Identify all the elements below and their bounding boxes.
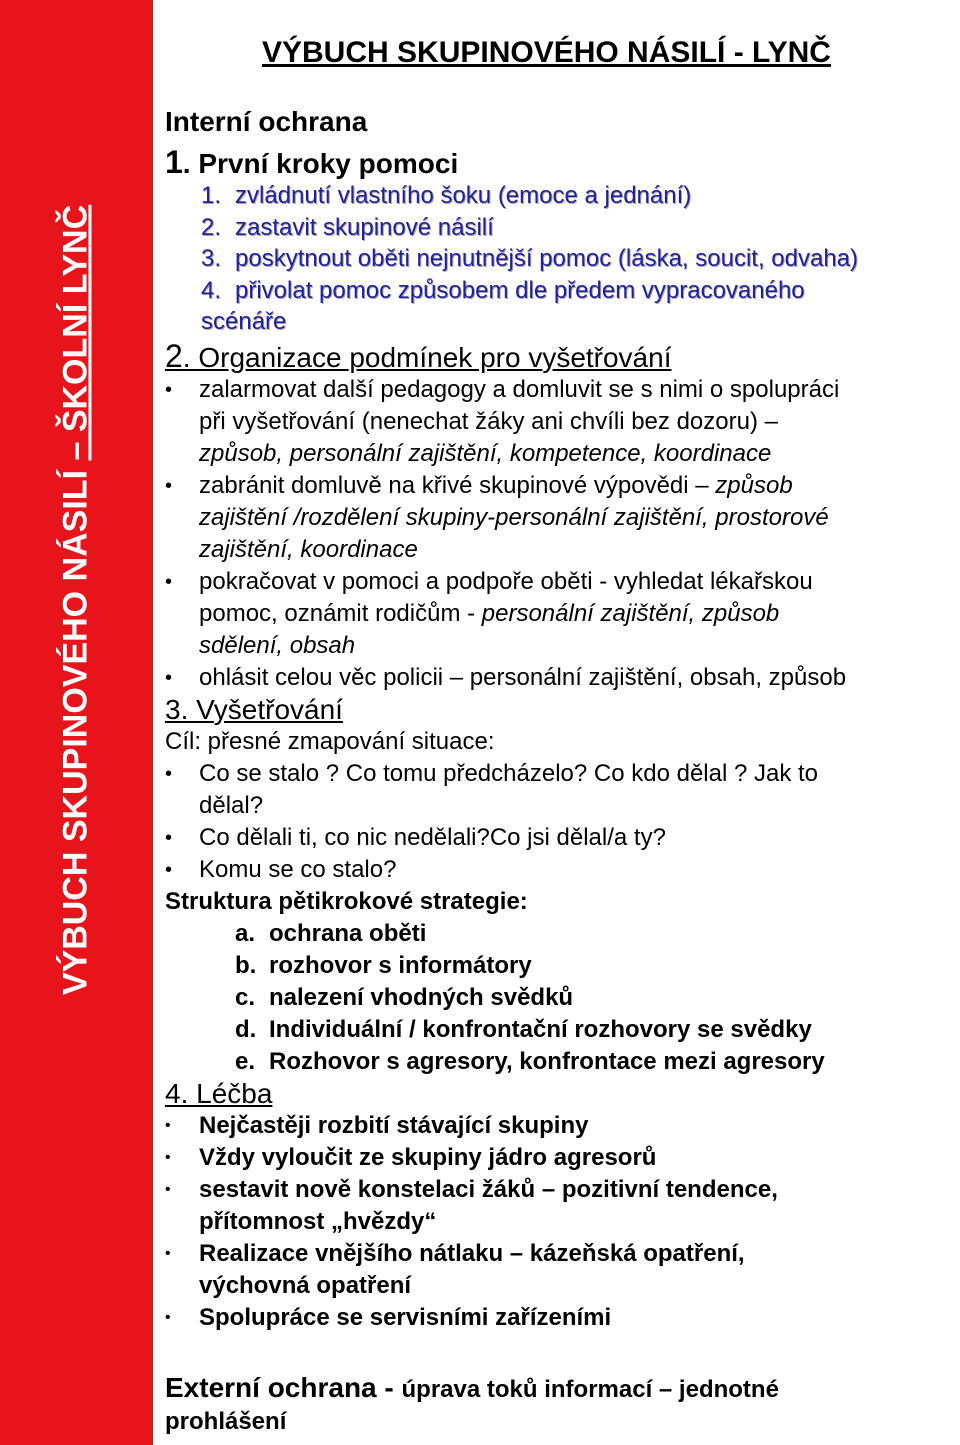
item-text: zajištění /rozdělení skupiny-personální zajištění, prostorové (199, 503, 829, 531)
list-item (165, 854, 945, 886)
bullet-icon: • (165, 1244, 171, 1262)
item-text: dělal? (199, 791, 264, 819)
item-text-italic: způsob (715, 471, 793, 499)
strategy-step (165, 918, 945, 950)
step-text: Rozhovor s agresory, konfrontace mezi agresory (269, 1047, 825, 1075)
step-text: Individuální / konfrontační rozhovory se svědky (269, 1015, 812, 1043)
item-text: pomoc, oznámit rodičům - (199, 599, 482, 627)
bullet-icon: • (165, 570, 173, 593)
list-item (165, 822, 945, 854)
list-item (165, 470, 945, 502)
item-text: zalarmovat další pedagogy a domluvit se s nimi o spolupráci (199, 375, 840, 403)
s1-item (165, 212, 945, 244)
step-label: e. (235, 1047, 256, 1075)
list-item (165, 374, 945, 406)
step-text: ochrana oběti (269, 919, 427, 947)
s1-item-num: 2. (201, 213, 222, 241)
step-label: b. (235, 951, 257, 979)
list-item (165, 662, 945, 694)
bullet-icon: • (165, 762, 173, 785)
section-3-title: 3. Vyšetřování (165, 693, 343, 725)
step-text: rozhovor s informátory (269, 951, 532, 979)
s1-item-num: 4. (201, 276, 222, 304)
list-item (165, 1302, 945, 1334)
step-label: c. (235, 983, 256, 1011)
item-text: Co dělali ti, co nic nedělali?Co jsi dělal/a ty? (199, 823, 666, 851)
item-text: zajištění, koordinace (199, 535, 418, 563)
s1-item (165, 275, 945, 307)
item-text: sdělení, obsah (199, 631, 356, 659)
internal-heading: Interní ochrana (165, 106, 368, 137)
bullet-icon: • (165, 474, 173, 497)
list-item (165, 1110, 945, 1142)
sidebar-title-part-a: VÝBUCH SKUPINOVÉHO NÁSILÍ (56, 460, 95, 996)
item-text: pokračovat v pomoci a podpoře oběti - vyhledat lékařskou (199, 567, 813, 595)
bullet-icon: • (165, 858, 173, 881)
s1-item-text: poskytnout oběti nejnutnější pomoc (láska, soucit, odvaha) (235, 245, 859, 272)
section-4-title: 4. Léčba (165, 1077, 273, 1109)
item-text: Realizace vnějšího nátlaku – kázeňská opatření, (199, 1239, 745, 1267)
page-title: VÝBUCH SKUPINOVÉHO NÁSILÍ - LYNČ (262, 36, 831, 69)
s1-item (165, 180, 945, 212)
item-text: Nejčastěji rozbití stávající skupiny (199, 1111, 589, 1139)
section-1-number: 1 (165, 144, 183, 180)
strategy-heading: Struktura pětikrokové strategie: (165, 887, 528, 915)
item-text: ohlásit celou věc policii – personální zajištění, obsah, způsob (199, 663, 847, 691)
list-item (165, 758, 945, 790)
strategy-step (165, 982, 945, 1014)
s1-item-num: 1. (201, 182, 222, 209)
sidebar-banner (0, 0, 153, 1445)
item-text: zabránit domluvě na křivé skupinové výpovědi – (199, 471, 716, 499)
list-item (165, 1174, 945, 1206)
list-item (165, 1238, 945, 1270)
strategy-step (165, 1046, 945, 1078)
s1-item-num: 3. (201, 245, 222, 272)
item-text: Komu se co stalo? (199, 855, 397, 883)
item-text: Spolupráce se servisními zařízeními (199, 1303, 612, 1331)
item-text: způsob, personální zajištění, kompetence, koordinace (199, 439, 772, 467)
strategy-step (165, 1014, 945, 1046)
goal-text: Cíl: přesné zmapování situace: (165, 727, 495, 755)
external-text-cont: prohlášení (165, 1407, 287, 1435)
step-label: a. (235, 919, 256, 947)
s1-item (165, 243, 945, 275)
section-2-number: 2 (165, 337, 183, 374)
s1-item-continuation: scénáře (201, 308, 287, 335)
item-line (165, 598, 945, 630)
list-item (165, 566, 945, 598)
step-label: d. (235, 1015, 257, 1043)
content (165, 106, 945, 1438)
external-heading (165, 1372, 945, 1406)
sidebar-title (57, 205, 96, 995)
bullet-icon: • (165, 378, 173, 401)
s1-item-text: zvládnutí vlastního šoku (emoce a jednání) (235, 182, 692, 209)
item-text: Vždy vyloučit ze skupiny jádro agresorů (199, 1143, 657, 1171)
external-title: Externí ochrana - (165, 1371, 402, 1403)
bullet-icon: • (165, 1116, 171, 1134)
s1-item-text: zastavit skupinové násilí (235, 213, 494, 241)
strategy-step (165, 950, 945, 982)
item-text: přítomnost „hvězdy“ (199, 1207, 437, 1235)
bullet-icon: • (165, 666, 173, 689)
bullet-icon: • (165, 1180, 171, 1198)
sidebar-title-part-b: – ŠKOLNÍ LYNČ (56, 204, 95, 461)
s1-item-text: přivolat pomoc způsobem dle předem vypracovaného (235, 276, 805, 304)
item-text: při vyšetřování (nenechat žáky ani chvíli bez dozoru) – (199, 407, 778, 435)
section-1-title-text: . První kroky pomoci (182, 148, 459, 179)
list-item (165, 1142, 945, 1174)
section-1-title (165, 146, 945, 180)
item-text-italic: personální zajištění, způsob (481, 599, 780, 627)
bullet-icon: • (165, 1148, 171, 1166)
section-2-title (165, 337, 945, 374)
item-text: výchovná opatření (199, 1271, 412, 1299)
step-text: nalezení vhodných svědků (269, 983, 574, 1011)
item-text: Co se stalo ? Co tomu předcházelo? Co kdo dělal ? Jak to (199, 759, 819, 787)
item-text: sestavit nově konstelaci žáků – pozitivní tendence, (199, 1175, 778, 1203)
bullet-icon: • (165, 826, 173, 849)
external-text: úprava toků informací – jednotné (401, 1375, 779, 1403)
section-2-title-text: . Organizace podmínek pro vyšetřování (182, 341, 672, 373)
bullet-icon: • (165, 1308, 171, 1326)
